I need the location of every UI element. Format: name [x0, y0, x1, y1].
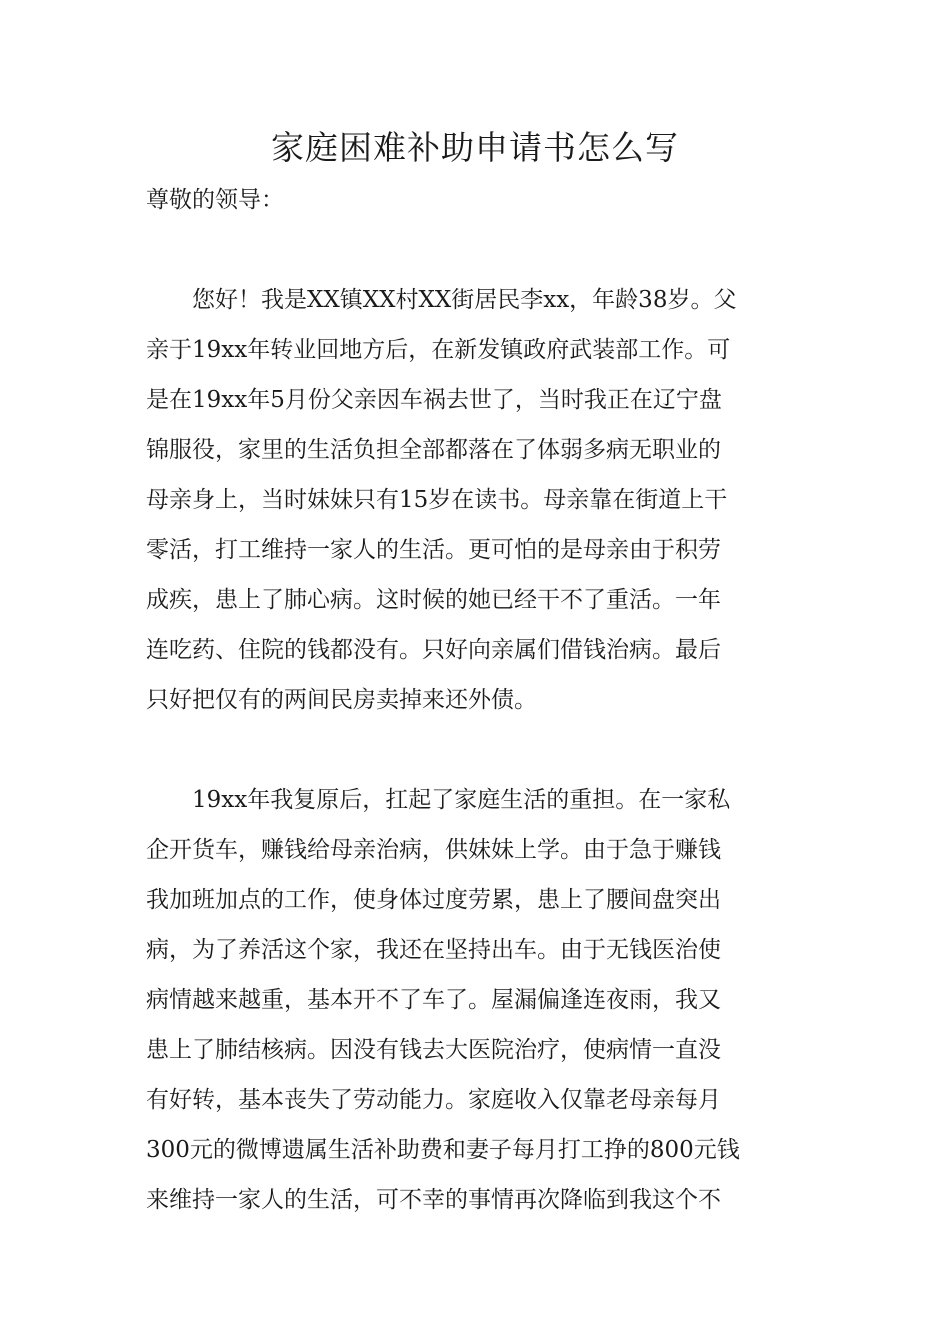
paragraph-1: [146, 275, 808, 725]
paragraph-line: 企开货车，赚钱给母亲治病，供妹妹上学。由于急于赚钱: [146, 837, 721, 863]
paragraph-line: 母亲身上，当时妹妹只有15岁在读书。母亲靠在街道上干: [146, 487, 728, 513]
paragraph-line: 锦服役，家里的生活负担全部都落在了体弱多病无职业的: [146, 437, 721, 463]
paragraph-line: 零活，打工维持一家人的生活。更可怕的是母亲由于积劳: [146, 537, 721, 563]
paragraph-line: 19xx年我复原后，扛起了家庭生活的重担。在一家私: [146, 787, 731, 813]
document-title: 家庭困难补助申请书怎么写: [271, 128, 679, 167]
paragraph-line: 患上了肺结核病。因没有钱去大医院治疗，使病情一直没: [146, 1037, 721, 1063]
paragraph-line: 您好！我是XX镇XX村XX街居民李xx，年龄38岁。父: [146, 287, 737, 313]
paragraph-line: 300元的微博遗属生活补助费和妻子每月打工挣的800元钱: [146, 1137, 740, 1163]
paragraph-line: 连吃药、住院的钱都没有。只好向亲属们借钱治病。最后: [146, 637, 721, 663]
paragraph-line: 成疾，患上了肺心病。这时候的她已经干不了重活。一年: [146, 587, 721, 613]
paragraph-line: 来维持一家人的生活，可不幸的事情再次降临到我这个不: [146, 1187, 721, 1213]
salutation: 尊敬的领导：: [146, 187, 284, 213]
paragraph-line: 病，为了养活这个家，我还在坚持出车。由于无钱医治使: [146, 937, 721, 963]
paragraph-line: 病情越来越重，基本开不了车了。屋漏偏逢连夜雨，我又: [146, 987, 721, 1013]
paragraph-line: 是在19xx年5月份父亲因车祸去世了，当时我正在辽宁盘: [146, 387, 722, 413]
paragraph-line: 亲于19xx年转业回地方后，在新发镇政府武装部工作。可: [146, 337, 731, 363]
paragraph-line: 有好转，基本丧失了劳动能力。家庭收入仅靠老母亲每月: [146, 1087, 721, 1113]
paragraph-2: [146, 775, 808, 1225]
paragraph-line: 只好把仅有的两间民房卖掉来还外债。: [146, 687, 537, 713]
paragraph-line: 我加班加点的工作，使身体过度劳累，患上了腰间盘突出: [146, 887, 721, 913]
